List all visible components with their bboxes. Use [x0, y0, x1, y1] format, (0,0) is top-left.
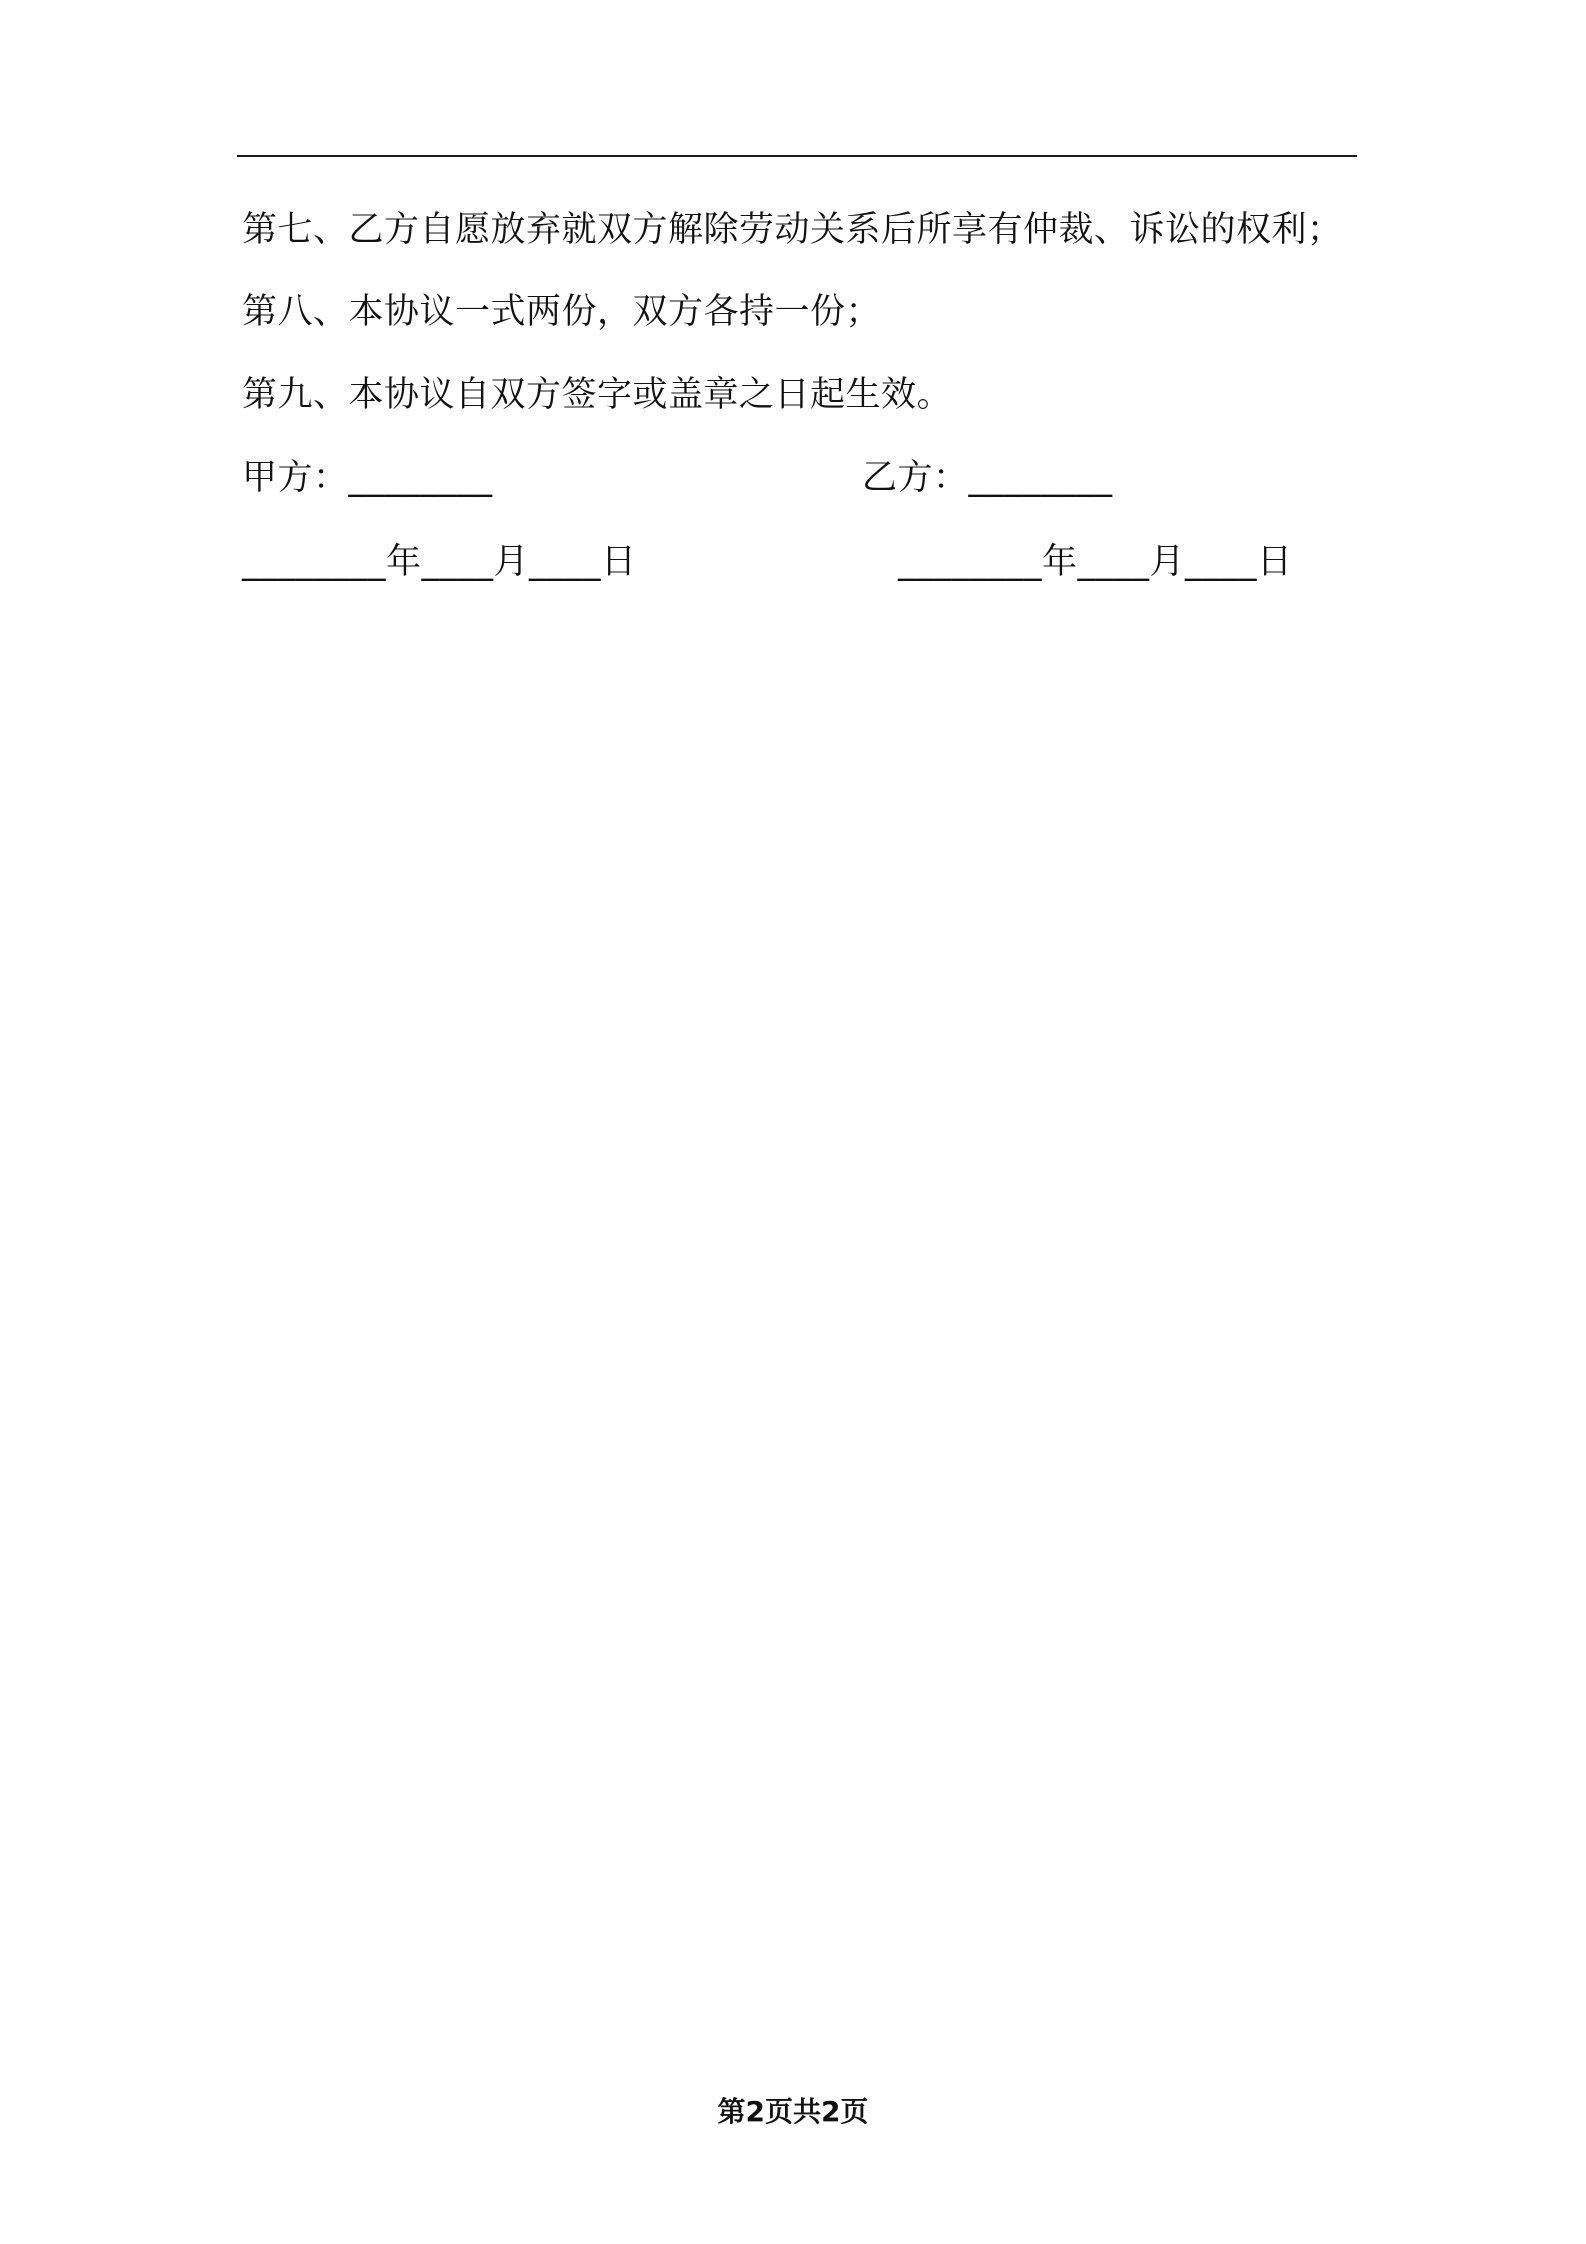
party-b-signature: 乙方：________	[862, 458, 1113, 498]
party-a-date: ________年____月____日	[242, 542, 637, 582]
clause-nine: 第九、本协议自双方签字或盖章之日起生效。	[242, 375, 953, 415]
clause-eight: 第八、本协议一式两份，双方各持一份；	[242, 292, 882, 332]
header-divider	[237, 155, 1357, 157]
page-number: 第2页共2页	[717, 2095, 869, 2128]
clause-seven: 第七、乙方自愿放弃就双方解除劳动关系后所享有仲裁、诉讼的权利；	[242, 210, 1343, 250]
party-a-signature: 甲方：________	[242, 458, 493, 498]
party-b-date: ________年____月____日	[898, 542, 1293, 582]
